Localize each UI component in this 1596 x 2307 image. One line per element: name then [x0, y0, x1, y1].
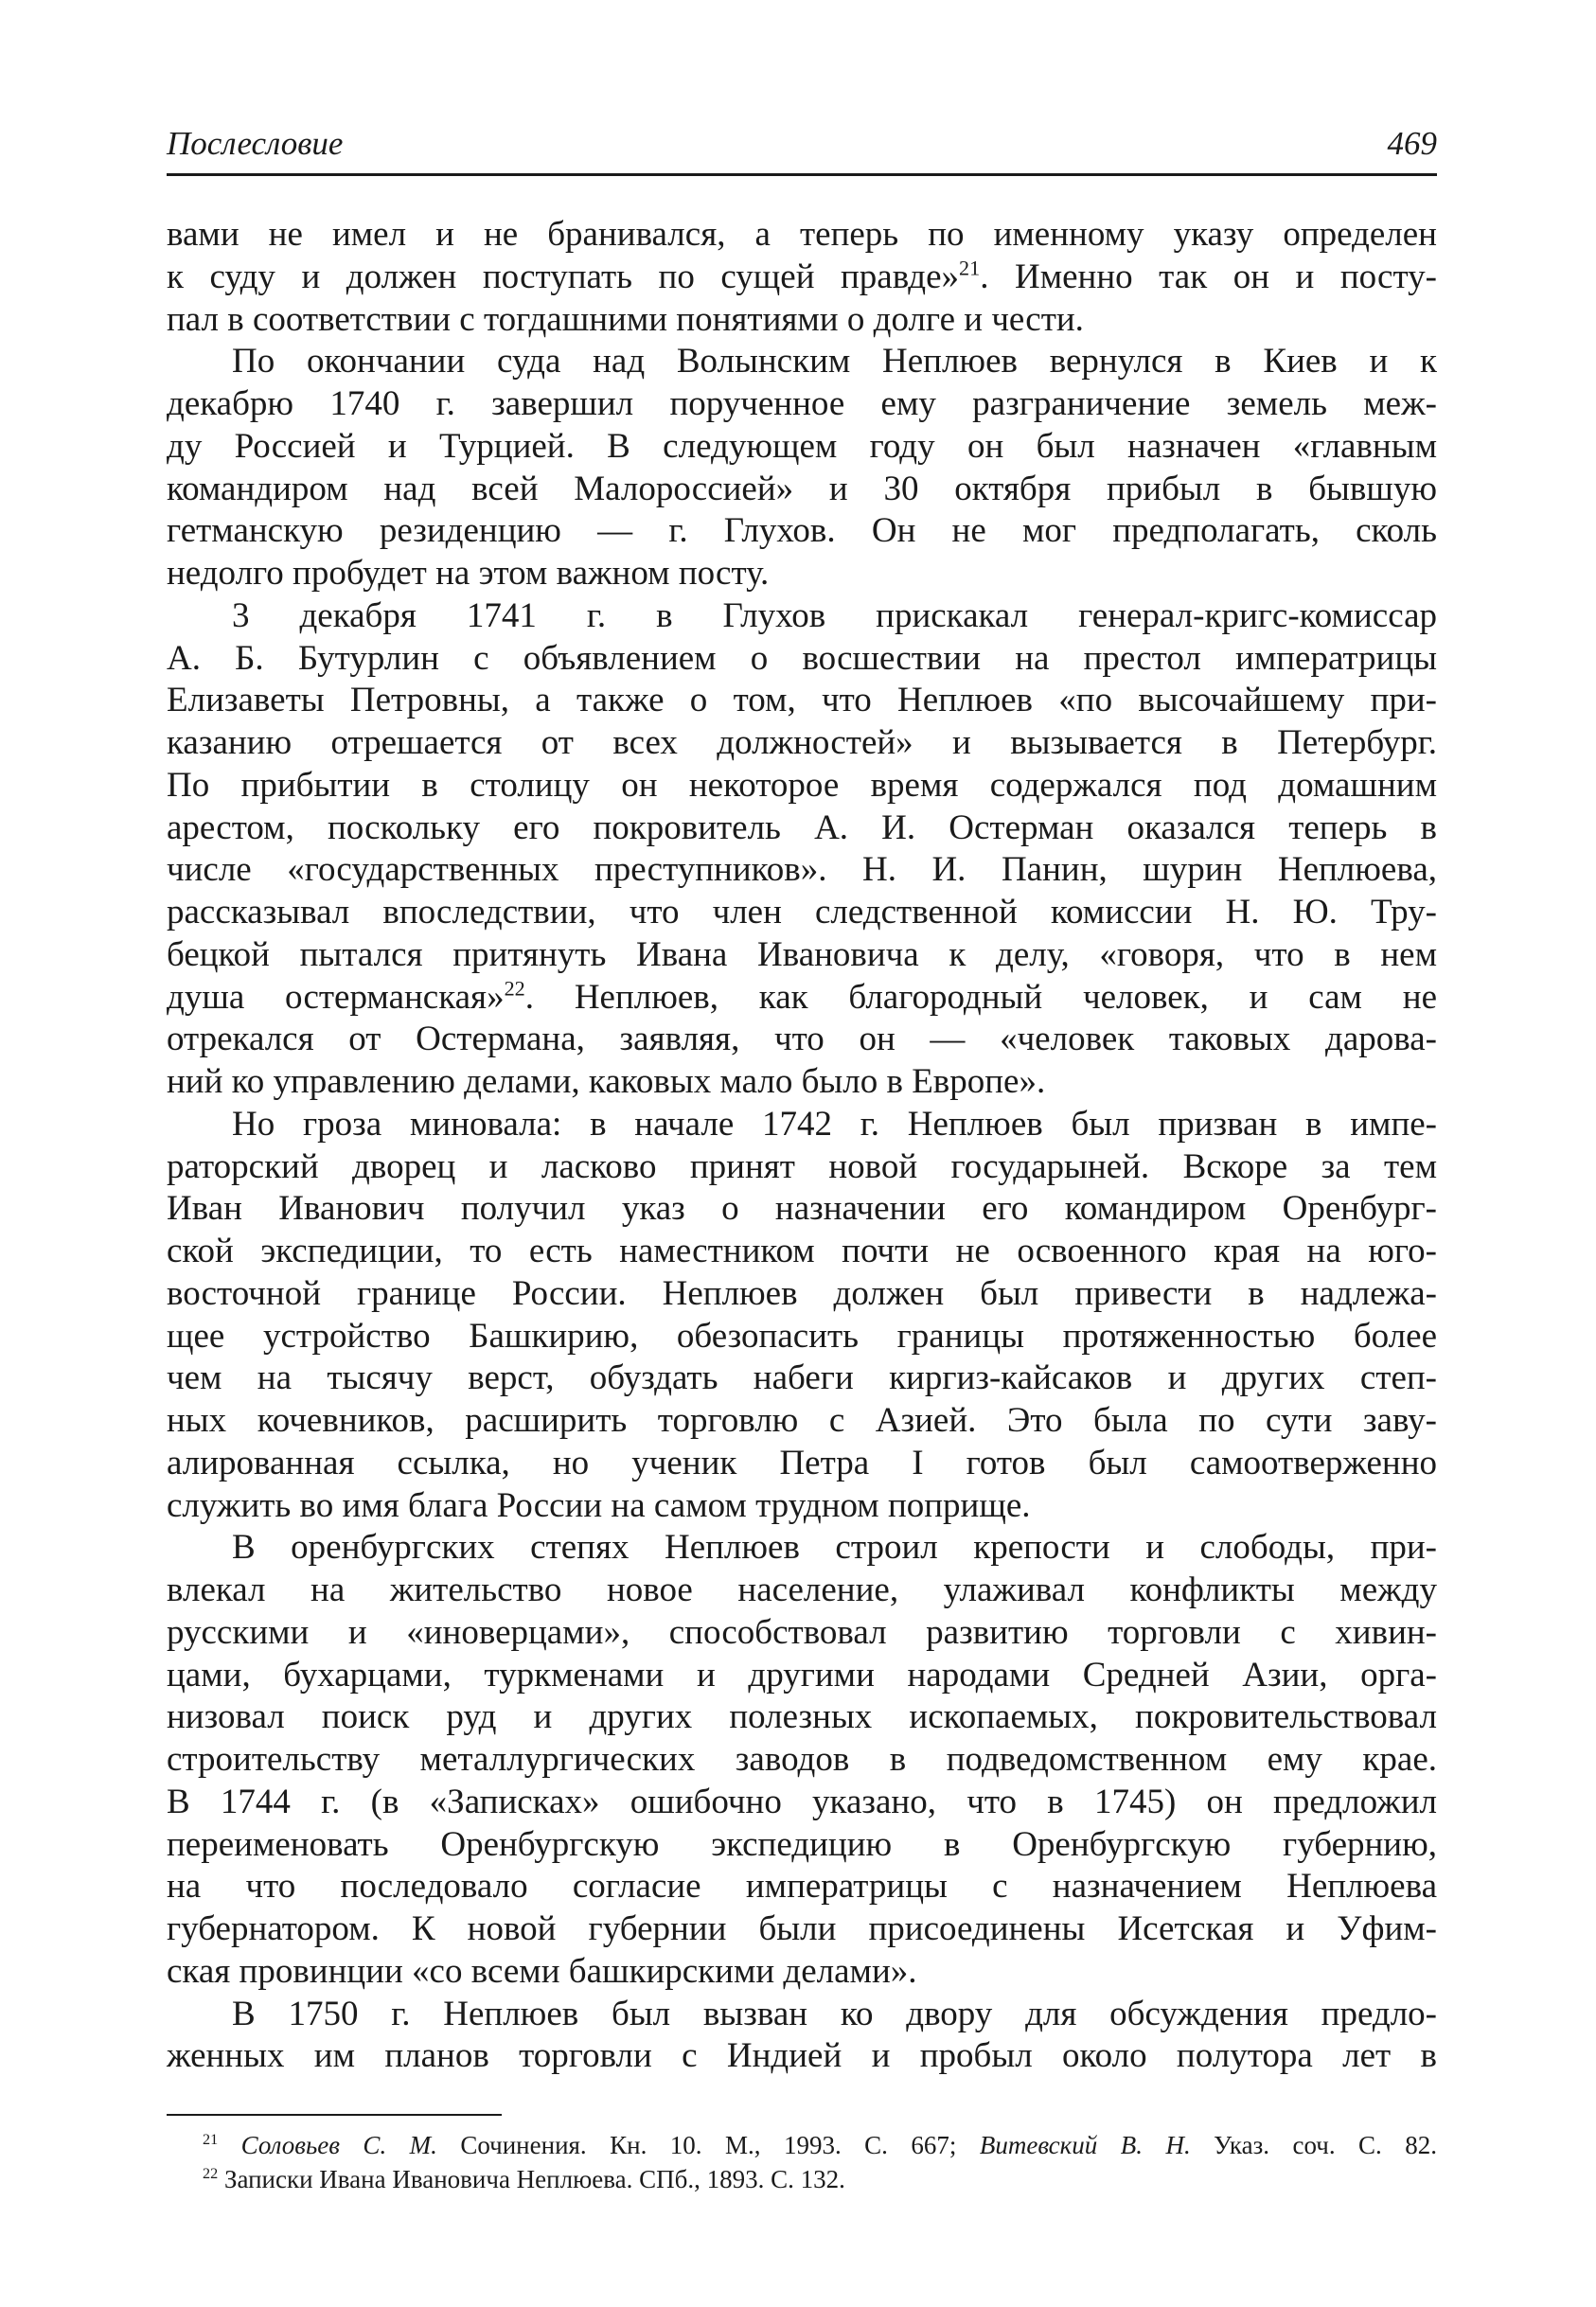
footnote-ref: 21: [959, 256, 981, 280]
text-line: Иван Иванович получил указ о назначении его командиром Оренбург-: [167, 1189, 1437, 1229]
text-line: отрекался от Остермана, заявляя, что он — «человек таковых дарова-: [167, 1020, 1437, 1059]
text-line: В 1744 г. (в «Записках» ошибочно указано, что в 1745) он предложил: [167, 1782, 1437, 1821]
text-line: командиром над всей Малороссией» и 30 октября прибыл в бывшую: [167, 469, 1437, 508]
text-line: числе «государственных преступников». Н. И. Панин, шурин Неплюева,: [167, 850, 1437, 890]
text-line: ных кочевников, расширить торговлю с Азией. Это была по сути заву-: [167, 1401, 1437, 1440]
text-line: низовал поиск руд и других полезных ископаемых, покровительствовал: [167, 1697, 1437, 1737]
text-line: на что последовало согласие императрицы с назначением Неплюева: [167, 1867, 1437, 1907]
text-line: раторский дворец и ласково принят новой государыней. Вскоре за тем: [167, 1146, 1437, 1186]
text-line: женных им планов торговли с Индией и пробыл около полутора лет в: [167, 2036, 1437, 2076]
text-line: недолго пробудет на этом важном посту.: [167, 554, 770, 593]
footnote-number: 21: [203, 2131, 219, 2148]
text-line: казанию отрешается от всех должностей» и вызывается в Петербург.: [167, 723, 1437, 762]
text-line: ской экспедиции, то есть наместником почти не освоенного края на юго-: [167, 1232, 1437, 1270]
text-line: строительству металлургических заводов в подведомственном ему крае.: [167, 1740, 1437, 1779]
text-line: А. Б. Бутурлин с объявлением о восшествии на престол императрицы: [167, 638, 1437, 678]
text-line: алированная ссылка, но ученик Петра I готов был самоотверженно: [167, 1443, 1437, 1482]
text-line: В оренбургских степях Неплюев строил крепости и слободы, при-: [232, 1528, 1437, 1568]
text-line: чем на тысячу верст, обуздать набеги киргиз-кайсаков и других степ-: [167, 1358, 1437, 1398]
text-line: 3 декабря 1741 г. в Глухов прискакал генерал-кригс-комиссар: [232, 595, 1437, 635]
page-number: 469: [1387, 125, 1437, 162]
text-line: ская провинции «со всеми башкирскими делами».: [167, 1951, 917, 1991]
paragraph: [167, 214, 1437, 341]
text-line: бецкой пытался притянуть Ивана Ивановича к делу, «говоря, что в нем: [167, 934, 1437, 974]
footnote-separator: [167, 2114, 502, 2116]
text-line: служить во имя блага России на самом трудном поприще.: [167, 1485, 1031, 1525]
footnote-ref: 22: [504, 976, 525, 1001]
text-line: влекал на жительство новое население, улаживал конфликты между: [167, 1571, 1437, 1609]
text-line: декабрю 1740 г. завершил порученное ему разграничение земель меж-: [167, 384, 1437, 423]
running-head-title: Послесловие: [167, 125, 344, 162]
text-line: щее устройство Башкирию, обезопасить границы протяженностью более: [167, 1316, 1437, 1356]
paragraph: [167, 341, 1437, 595]
text-line: вами не имел и не бранивался, а теперь по именному указу определен: [167, 215, 1437, 254]
text-line: рассказывал впоследствии, что член следственной комиссии Н. Ю. Тру-: [167, 893, 1437, 932]
text-line: ний ко управлению делами, каковых мало было в Европе».: [167, 1062, 1046, 1101]
text-line: арестом, поскольку его покровитель А. И. Остерман оказался теперь в: [167, 807, 1437, 847]
text-line: восточной границе России. Неплюев должен был привести в надлежа-: [167, 1273, 1437, 1313]
text-line: переименовать Оренбургскую экспедицию в Оренбургскую губернию,: [167, 1824, 1437, 1864]
footnote-number: 22: [203, 2165, 219, 2182]
footnote-author: Соловьев С. М.: [240, 2131, 437, 2159]
footnote-text: Указ. соч. С. 82.: [1190, 2131, 1437, 2159]
text-line: ду Россией и Турцией. В следующем году он был назначен «главным: [167, 426, 1437, 466]
text-line: губернатором. К новой губернии были присоединены Исетская и Уфим-: [167, 1909, 1437, 1948]
header-rule: [167, 173, 1437, 176]
text-line: В 1750 г. Неплюев был вызван ко двору для обсуждения предло-: [232, 1994, 1437, 2033]
text-line: По прибытии в столицу он некоторое время содержался под домашним: [167, 765, 1437, 805]
text-line: пал в соответствии с тогдашними понятиями о долге и чести.: [167, 299, 1084, 339]
text-line: к суду и должен поступать по сущей правде»$^{21}$. Именно так он и посту-: [167, 256, 1437, 296]
text-line: Елизаветы Петровны, а также о том, что Неплюев «по высочайшему при-: [167, 681, 1437, 720]
footnotes: [203, 2128, 1437, 2196]
footnote-22: [203, 2162, 1437, 2196]
text-line: русскими и «иноверцами», способствовал развитию торговли с хивин-: [167, 1612, 1437, 1652]
footnote-author: Витевский В. Н.: [979, 2131, 1191, 2159]
text-line: По окончании суда над Волынским Неплюев вернулся в Киев и к: [232, 342, 1437, 382]
body-text: [167, 214, 1437, 2078]
text-line: цами, бухарцами, туркменами и другими народами Средней Азии, орга-: [167, 1655, 1437, 1695]
text-line: Но гроза миновала: в начале 1742 г. Неплюев был призван в импе-: [232, 1104, 1437, 1144]
footnote-text: Записки Ивана Ивановича Неплюева. СПб., 1893. С. 132.: [223, 2165, 845, 2193]
text-line: душа остерманская»$^{22}$. Неплюев, как благородный человек, и сам не: [167, 976, 1437, 1017]
paragraph: [167, 1104, 1437, 1528]
paragraph: [167, 1527, 1437, 1993]
footnote-text: Сочинения. Кн. 10. М., 1993. С. 667;: [436, 2131, 980, 2159]
paragraph: [167, 595, 1437, 1104]
running-head: [167, 125, 1437, 172]
text-line: гетманскую резиденцию — г. Глухов. Он не мог предполагать, сколь: [167, 511, 1437, 551]
paragraph: [167, 1994, 1437, 2079]
footnote-21: [203, 2128, 1437, 2162]
